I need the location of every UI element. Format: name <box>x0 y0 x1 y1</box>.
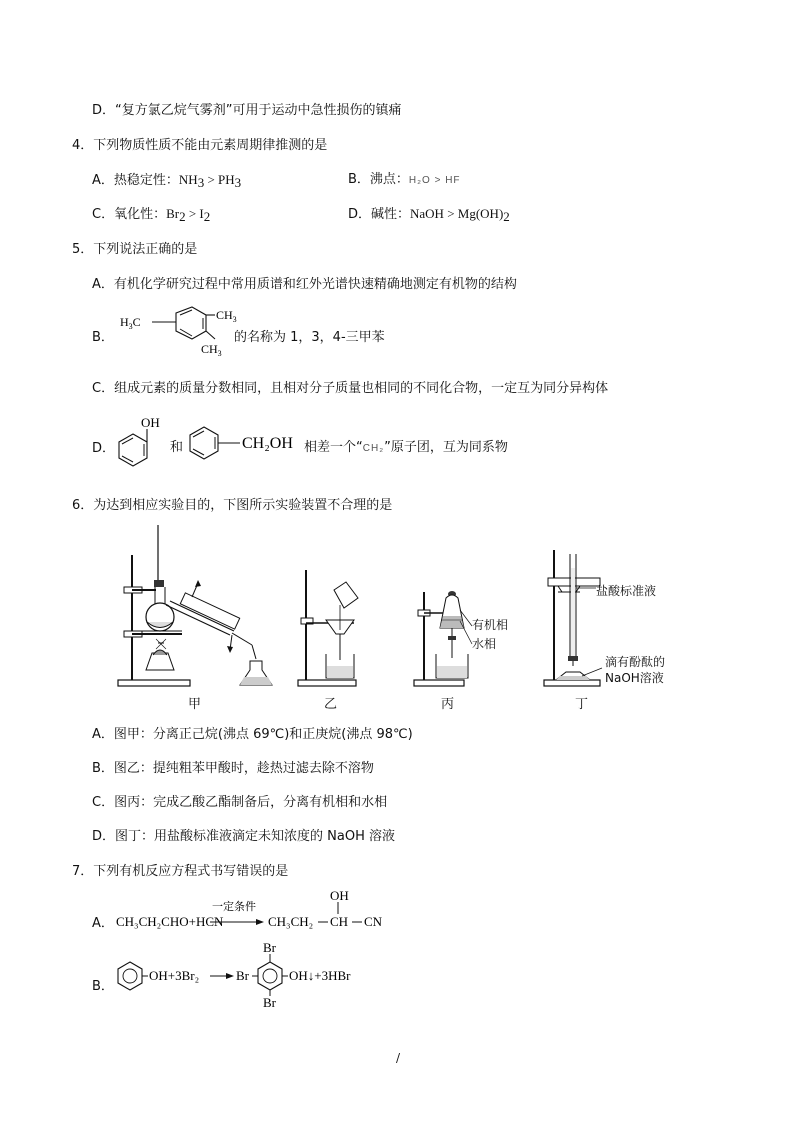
q6-option-a: A．图甲：分离正己烷(沸点 69℃)和正庚烷(沸点 98℃) <box>92 727 413 742</box>
q4-option-c <box>92 206 210 223</box>
q7-b-product: OH↓+3HBr <box>289 968 351 983</box>
q7-b-label: B． <box>92 979 114 994</box>
q5-stem: 5．下列说法正确的是 <box>72 242 198 257</box>
q4-d-s1: 2 <box>503 209 510 224</box>
label-jia: 甲 <box>188 697 202 712</box>
benzyl-alcohol-structure <box>188 425 313 461</box>
q7-a-condition: 一定条件 <box>212 900 256 913</box>
q7-a-right-3: CN <box>364 914 383 929</box>
q6-option-c: C．图丙：完成乙酸乙酯制备后，分离有机相和水相 <box>92 795 388 810</box>
q4-b-label: B．沸点： <box>348 172 409 187</box>
q7-b-equation <box>116 940 386 1010</box>
q4-a-label: A．热稳定性： <box>92 173 179 188</box>
organic-phase-label: 有机相 <box>472 618 509 632</box>
q4-c-s2: 2 <box>203 209 211 224</box>
q5-d-ch2: CH₂ <box>362 443 385 454</box>
q6-option-d: D．图丁：用盐酸标准液滴定未知浓度的 NaOH 溶液 <box>92 829 395 844</box>
q3-option-d: D．“复方氯乙烷气雾剂”可用于运动中急性损伤的镇痛 <box>92 103 402 118</box>
q7-a-equation <box>116 888 386 932</box>
phenol-structure <box>116 414 166 474</box>
b-group-1: $H_3C$ <box>120 315 141 331</box>
aqueous-phase-label: 水相 <box>472 637 497 651</box>
q4-a-formula-1: NH <box>178 172 198 187</box>
apparatus-jia-distillation <box>110 525 275 690</box>
q4-c-mid: > I <box>185 206 204 221</box>
q5-d-and: 和 <box>170 440 184 455</box>
b-group-3: $CH_3$ <box>201 342 222 358</box>
q4-d-label: D．碱性： <box>348 207 411 222</box>
b-group-2: $CH_3$ <box>216 308 237 324</box>
q4-c-s1: 2 <box>179 209 186 224</box>
q7-a-right-2: CH <box>330 914 349 929</box>
q7-b-br-bottom: Br <box>263 995 276 1010</box>
q4-option-b <box>348 172 461 189</box>
benzyl-ch2oh: CH₂OH <box>242 435 293 452</box>
q5-d-text-1: 相差一个“ <box>304 440 363 455</box>
q5-d-label: D． <box>92 441 116 456</box>
q4-d-f1: NaOH > Mg(OH) <box>410 206 504 221</box>
label-bing: 丙 <box>441 697 455 712</box>
naoh-solution-label: NaOH溶液 <box>605 671 664 685</box>
q7-stem: 7．下列有机反应方程式书写错误的是 <box>72 864 289 879</box>
q5-option-a: A．有机化学研究过程中常用质谱和红外光谱快速精确地测定有机物的结构 <box>92 277 517 292</box>
q4-b-formula: H₂O > HF <box>408 175 461 186</box>
label-yi: 乙 <box>324 697 338 712</box>
q7-a-oh: OH <box>330 888 349 903</box>
q7-b-br-left: Br <box>236 968 249 983</box>
label-ding: 丁 <box>575 697 589 712</box>
hcl-standard-label: 盐酸标准液 <box>596 584 657 598</box>
q7-b-reactant: OH+3Br₂ <box>149 968 200 983</box>
q4-a-rest: > PH <box>204 172 235 187</box>
q5-b-label: B． <box>92 330 114 345</box>
apparatus-yi-filtration <box>296 560 376 690</box>
q7-a-label: A． <box>92 916 114 931</box>
q4-c-f1: Br <box>166 206 180 221</box>
trimethylbenzene-structure <box>118 305 238 357</box>
q5-d-text <box>304 440 508 457</box>
q5-d-text-2: ”原子团，互为同系物 <box>384 440 508 455</box>
apparatus-bing-separatory-funnel <box>412 588 522 690</box>
q7-a-left: CH₃CH₂CHO+HCN <box>116 914 224 929</box>
q4-c-label: C．氧化性： <box>92 207 167 222</box>
q7-b-br-top: Br <box>263 940 276 955</box>
q6-option-b: B．图乙：提纯粗苯甲酸时，趁热过滤去除不溶物 <box>92 761 374 776</box>
q4-stem: 4．下列物质性质不能由元素周期律推测的是 <box>72 138 328 153</box>
q7-a-right-1: CH₃CH₂ <box>268 914 314 929</box>
phenolphthalein-label: 滴有酚酞的 <box>605 655 666 669</box>
q4-a-sub-1: 3 <box>197 175 205 190</box>
q6-stem: 6．为达到相应实验目的，下图所示实验装置不合理的是 <box>72 498 393 513</box>
q4-option-d <box>348 206 510 223</box>
q5-option-c: C．组成元素的质量分数相同，且相对分子质量也相同的不同化合物，一定互为同分异构体 <box>92 381 609 396</box>
q5-b-text: 的名称为 1，3，4-三甲苯 <box>234 330 385 345</box>
phenol-oh: OH <box>141 415 160 430</box>
q4-option-a <box>92 172 241 189</box>
q4-a-sub-2: 3 <box>234 175 242 190</box>
page-number: / <box>396 1051 401 1065</box>
apparatus-ding-titration <box>540 548 610 690</box>
